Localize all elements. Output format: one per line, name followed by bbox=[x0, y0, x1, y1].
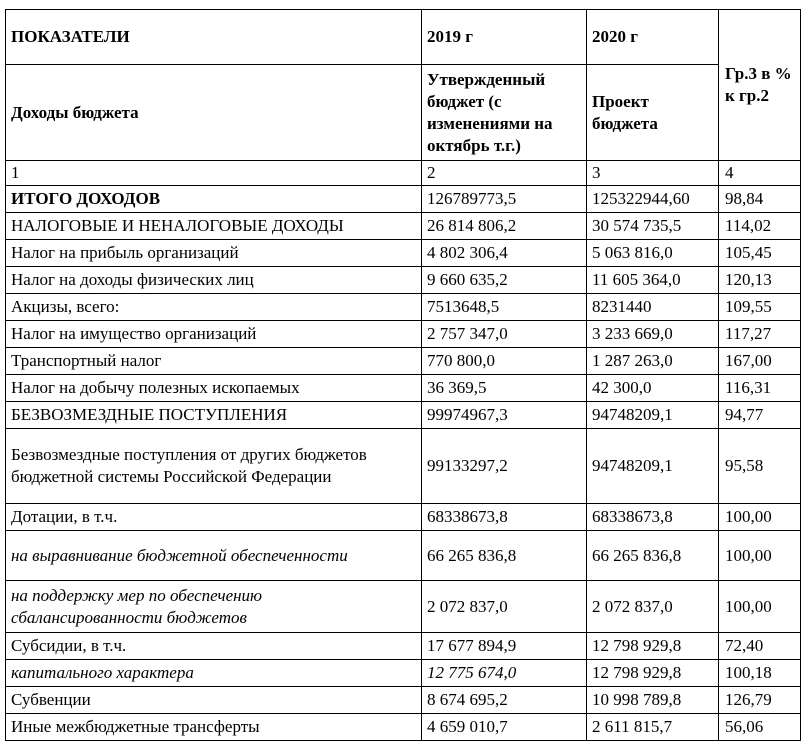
column-number: 1 bbox=[6, 161, 422, 186]
value-2020: 10 998 789,8 bbox=[587, 687, 719, 714]
row-name: Налог на прибыль организаций bbox=[6, 240, 422, 267]
table-row bbox=[6, 633, 801, 660]
header-year-2020: 2020 г bbox=[587, 10, 719, 65]
value-2020: 1 287 263,0 bbox=[587, 348, 719, 375]
value-2019: 99974967,3 bbox=[422, 402, 587, 429]
table-row bbox=[6, 531, 801, 581]
percent-value: 109,55 bbox=[719, 294, 801, 321]
table-row bbox=[6, 267, 801, 294]
row-name: Иные межбюджетные трансферты bbox=[6, 714, 422, 741]
percent-value: 100,00 bbox=[719, 504, 801, 531]
column-number: 3 bbox=[587, 161, 719, 186]
value-2019: 36 369,5 bbox=[422, 375, 587, 402]
percent-value: 100,18 bbox=[719, 660, 801, 687]
row-name: Транспортный налог bbox=[6, 348, 422, 375]
table-row bbox=[6, 213, 801, 240]
header-income: Доходы бюджета bbox=[6, 65, 422, 161]
header-ratio: Гр.3 в % к гр.2 bbox=[719, 10, 801, 161]
row-name: Налог на доходы физических лиц bbox=[6, 267, 422, 294]
value-2019: 66 265 836,8 bbox=[422, 531, 587, 581]
row-name: на поддержку мер по обеспечению сбалансированности бюджетов bbox=[6, 581, 422, 633]
table-row bbox=[6, 714, 801, 741]
value-2020: 94748209,1 bbox=[587, 402, 719, 429]
row-name: Налог на добычу полезных ископаемых bbox=[6, 375, 422, 402]
value-2020: 12 798 929,8 bbox=[587, 633, 719, 660]
table-row bbox=[6, 402, 801, 429]
percent-value: 105,45 bbox=[719, 240, 801, 267]
table-row bbox=[6, 240, 801, 267]
percent-value: 117,27 bbox=[719, 321, 801, 348]
percent-value: 114,02 bbox=[719, 213, 801, 240]
percent-value: 94,77 bbox=[719, 402, 801, 429]
budget-income-table bbox=[5, 9, 801, 741]
value-2019: 770 800,0 bbox=[422, 348, 587, 375]
value-2020: 42 300,0 bbox=[587, 375, 719, 402]
value-2020: 12 798 929,8 bbox=[587, 660, 719, 687]
table-row bbox=[6, 294, 801, 321]
value-2019: 9 660 635,2 bbox=[422, 267, 587, 294]
row-name: капитального характера bbox=[6, 660, 422, 687]
table-row bbox=[6, 321, 801, 348]
row-name: ИТОГО ДОХОДОВ bbox=[6, 186, 422, 213]
value-2019: 2 757 347,0 bbox=[422, 321, 587, 348]
table-row bbox=[6, 429, 801, 504]
row-name: НАЛОГОВЫЕ И НЕНАЛОГОВЫЕ ДОХОДЫ bbox=[6, 213, 422, 240]
value-2019: 7513648,5 bbox=[422, 294, 587, 321]
value-2019: 17 677 894,9 bbox=[422, 633, 587, 660]
value-2019: 99133297,2 bbox=[422, 429, 587, 504]
row-name: Налог на имущество организаций bbox=[6, 321, 422, 348]
percent-value: 167,00 bbox=[719, 348, 801, 375]
value-2019: 4 659 010,7 bbox=[422, 714, 587, 741]
table-row bbox=[6, 375, 801, 402]
value-2020: 3 233 669,0 bbox=[587, 321, 719, 348]
table-row bbox=[6, 504, 801, 531]
value-2020: 2 611 815,7 bbox=[587, 714, 719, 741]
percent-value: 100,00 bbox=[719, 581, 801, 633]
percent-value: 56,06 bbox=[719, 714, 801, 741]
table-row bbox=[6, 660, 801, 687]
value-2019: 2 072 837,0 bbox=[422, 581, 587, 633]
table-row bbox=[6, 687, 801, 714]
row-name: БЕЗВОЗМЕЗДНЫЕ ПОСТУПЛЕНИЯ bbox=[6, 402, 422, 429]
row-name: Субсидии, в т.ч. bbox=[6, 633, 422, 660]
table-row bbox=[6, 581, 801, 633]
header-draft-budget: Проект бюджета bbox=[587, 65, 719, 161]
percent-value: 95,58 bbox=[719, 429, 801, 504]
percent-value: 98,84 bbox=[719, 186, 801, 213]
value-2019: 8 674 695,2 bbox=[422, 687, 587, 714]
value-2019: 12 775 674,0 bbox=[422, 660, 587, 687]
table-row bbox=[6, 348, 801, 375]
row-name: Акцизы, всего: bbox=[6, 294, 422, 321]
value-2019: 4 802 306,4 bbox=[422, 240, 587, 267]
value-2020: 8231440 bbox=[587, 294, 719, 321]
percent-value: 120,13 bbox=[719, 267, 801, 294]
value-2020: 125322944,60 bbox=[587, 186, 719, 213]
table-row bbox=[6, 186, 801, 213]
column-number: 4 bbox=[719, 161, 801, 186]
value-2020: 66 265 836,8 bbox=[587, 531, 719, 581]
value-2020: 30 574 735,5 bbox=[587, 213, 719, 240]
value-2019: 68338673,8 bbox=[422, 504, 587, 531]
header-indicators: ПОКАЗАТЕЛИ bbox=[6, 10, 422, 65]
percent-value: 116,31 bbox=[719, 375, 801, 402]
value-2020: 94748209,1 bbox=[587, 429, 719, 504]
row-name: на выравнивание бюджетной обеспеченности bbox=[6, 531, 422, 581]
value-2020: 11 605 364,0 bbox=[587, 267, 719, 294]
row-name: Субвенции bbox=[6, 687, 422, 714]
value-2019: 126789773,5 bbox=[422, 186, 587, 213]
row-name: Дотации, в т.ч. bbox=[6, 504, 422, 531]
value-2020: 5 063 816,0 bbox=[587, 240, 719, 267]
percent-value: 72,40 bbox=[719, 633, 801, 660]
percent-value: 126,79 bbox=[719, 687, 801, 714]
header-year-2019: 2019 г bbox=[422, 10, 587, 65]
value-2019: 26 814 806,2 bbox=[422, 213, 587, 240]
row-name: Безвозмездные поступления от других бюджетов бюджетной системы Российской Федерации bbox=[6, 429, 422, 504]
percent-value: 100,00 bbox=[719, 531, 801, 581]
value-2020: 2 072 837,0 bbox=[587, 581, 719, 633]
column-number: 2 bbox=[422, 161, 587, 186]
header-approved-budget: Утвержденный бюджет (с изменениями на октябрь т.г.) bbox=[422, 65, 587, 161]
value-2020: 68338673,8 bbox=[587, 504, 719, 531]
